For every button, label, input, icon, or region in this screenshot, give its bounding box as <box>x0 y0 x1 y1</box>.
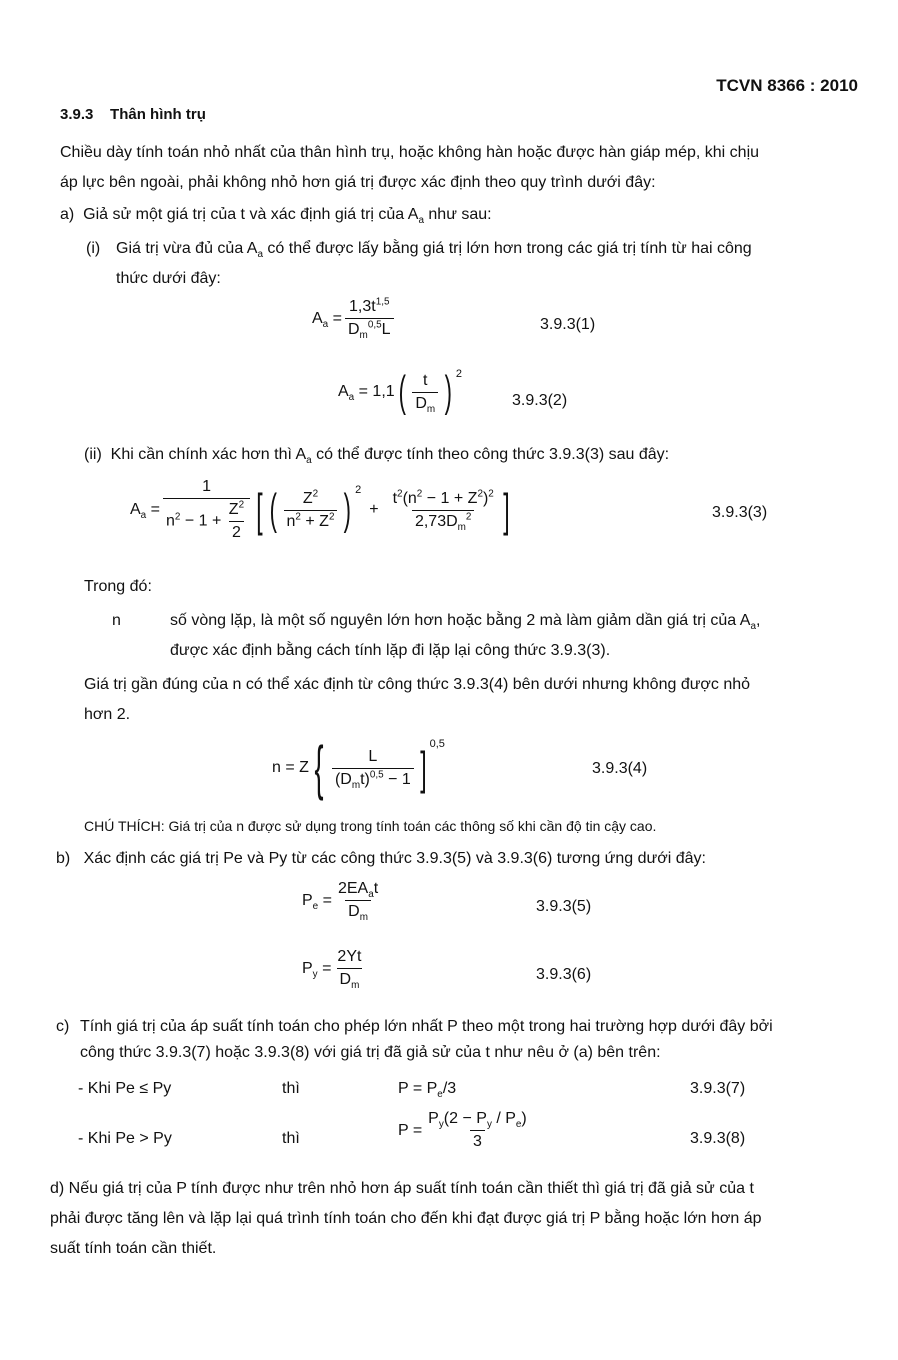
approx-line-1: Giá trị gần đúng của n có thể xác định từ công thức 3.9.3(4) bên dưới nhưng không được nhỏ <box>84 676 751 693</box>
equation-4-label: 3.9.3(4) <box>592 760 648 777</box>
where-label: Trong đó: <box>84 578 152 595</box>
case-1-condition: - Khi Pe ≤ Py <box>78 1080 172 1097</box>
section-heading <box>60 106 206 123</box>
intro-line-2: áp lực bên ngoài, phải không nhỏ hơn giá trị được xác định theo quy trình dưới đây: <box>60 174 656 191</box>
sub-ii-sub: a <box>306 455 312 467</box>
equation-3: $A_a$ = 1 $n^2 - 1$ + $\frac{Z^2}{2}$ [ ( $\frac{Z^2}{n^2 + Z^2}$ ) 2 + $\frac{t^2(n^2 - 1 + Z^2)^2}{2,73D_m^2}$ ] <box>130 478 510 541</box>
item-a-marker: a) <box>60 206 75 223</box>
intro-line-1: Chiều dày tính toán nhỏ nhất của thân hình trụ, hoặc không hàn hoặc được hàn giáp mép, khi chịu <box>60 144 760 161</box>
note: CHÚ THÍCH: Giá trị của n được sử dụng trong tính toán các thông số khi cần độ tin cậy cao. <box>84 818 657 834</box>
n-def-text-end: , <box>755 612 761 629</box>
equation-7: $P = P_e/3$ <box>398 1080 457 1101</box>
equation-6: $P_y$ = $\frac{2Yt}{D_m}$ <box>302 948 362 992</box>
sub-ii-marker: (ii) <box>84 446 102 463</box>
n-def-line-1 <box>170 612 761 633</box>
equation-8: P = $\frac{P_y(2 - P_y / P_e)}{3}$ <box>398 1110 527 1150</box>
case-2-then: thì <box>282 1130 300 1147</box>
n-def-sub: a <box>750 621 756 633</box>
item-d-line-2: phải được tăng lên và lặp lại quá trình tính toán cho đến khi đạt được giá trị P bằng hoặc lớn hơn áp <box>50 1210 762 1227</box>
sub-ii-text: Khi cần chính xác hơn thì A <box>110 446 307 463</box>
item-a <box>60 206 492 227</box>
sub-i-marker: (i) <box>86 240 101 257</box>
equation-7-label: 3.9.3(7) <box>690 1080 746 1097</box>
section-number: 3.9.3 <box>60 106 94 123</box>
sub-i-line-1 <box>116 240 752 261</box>
case-1-then: thì <box>282 1080 300 1097</box>
item-c-line-2: công thức 3.9.3(7) hoặc 3.9.3(8) với giá trị đã giả sử của t như nêu ở (a) bên trên: <box>80 1044 661 1061</box>
item-b-marker: b) <box>56 850 71 867</box>
equation-4: n = Z { $\frac{L}{(D_mt)^{0,5} - 1}$ ] 0,5 <box>272 734 445 801</box>
item-b <box>56 850 706 868</box>
equation-6-label: 3.9.3(6) <box>536 966 592 983</box>
item-d-line-3: suất tính toán cần thiết. <box>50 1240 217 1257</box>
equation-5-label: 3.9.3(5) <box>536 898 592 915</box>
case-2-condition: - Khi Pe > Py <box>78 1130 172 1147</box>
item-a-sub: a <box>418 215 424 227</box>
n-def-text: số vòng lặp, là một số nguyên lớn hơn hoặc bằng 2 mà làm giảm dần giá trị của A <box>170 612 751 629</box>
equation-1-label: 3.9.3(1) <box>540 316 596 333</box>
item-b-text: Xác định các giá trị Pe và Py từ các công thức 3.9.3(5) và 3.9.3(6) tương ứng dưới đây: <box>83 850 706 867</box>
sub-i-text-end: có thể được lấy bằng giá trị lớn hơn trong các giá trị tính từ hai công <box>262 240 752 257</box>
equation-5: $P_e$ = $\frac{2EA_at}{D_m}$ <box>302 880 379 924</box>
n-symbol: n <box>112 612 121 629</box>
item-c-line-1: Tính giá trị của áp suất tính toán cho phép lớn nhất P theo một trong hai trường hợp dưới đây bởi <box>80 1018 773 1035</box>
equation-1: $A_a$ = $\frac{1,3t^{1,5}}{D_m^{0,5}L}$ <box>312 298 397 339</box>
section-title: Thân hình trụ <box>110 106 206 123</box>
item-c-marker: c) <box>56 1018 70 1035</box>
item-a-text: Giả sử một giá trị của t và xác định giá trị của A <box>83 206 419 223</box>
sub-i-sub: a <box>257 249 263 261</box>
approx-line-2: hơn 2. <box>84 706 131 723</box>
sub-i-line-2: thức dưới đây: <box>116 270 221 287</box>
item-a-text-end: như sau: <box>423 206 492 223</box>
item-d-line-1: d) Nếu giá trị của P tính được như trên nhỏ hơn áp suất tính toán cần thiết thì giá trị đã giả sử của t <box>50 1180 754 1197</box>
equation-2-label: 3.9.3(2) <box>512 392 568 409</box>
sub-ii-text-end: có thể được tính theo công thức 3.9.3(3) sau đây: <box>311 446 670 463</box>
equation-8-label: 3.9.3(8) <box>690 1130 746 1147</box>
n-def-line-2: được xác định bằng cách tính lặp đi lặp lại công thức 3.9.3(3). <box>170 642 611 659</box>
sub-i-text: Giá trị vừa đủ của A <box>116 240 258 257</box>
sub-ii <box>84 446 670 467</box>
equation-2: $A_a = 1,1$ ( $\frac{t}{D_m}$ ) 2 <box>338 367 462 416</box>
document-header: TCVN 8366 : 2010 <box>716 76 858 95</box>
equation-3-label: 3.9.3(3) <box>712 504 768 521</box>
